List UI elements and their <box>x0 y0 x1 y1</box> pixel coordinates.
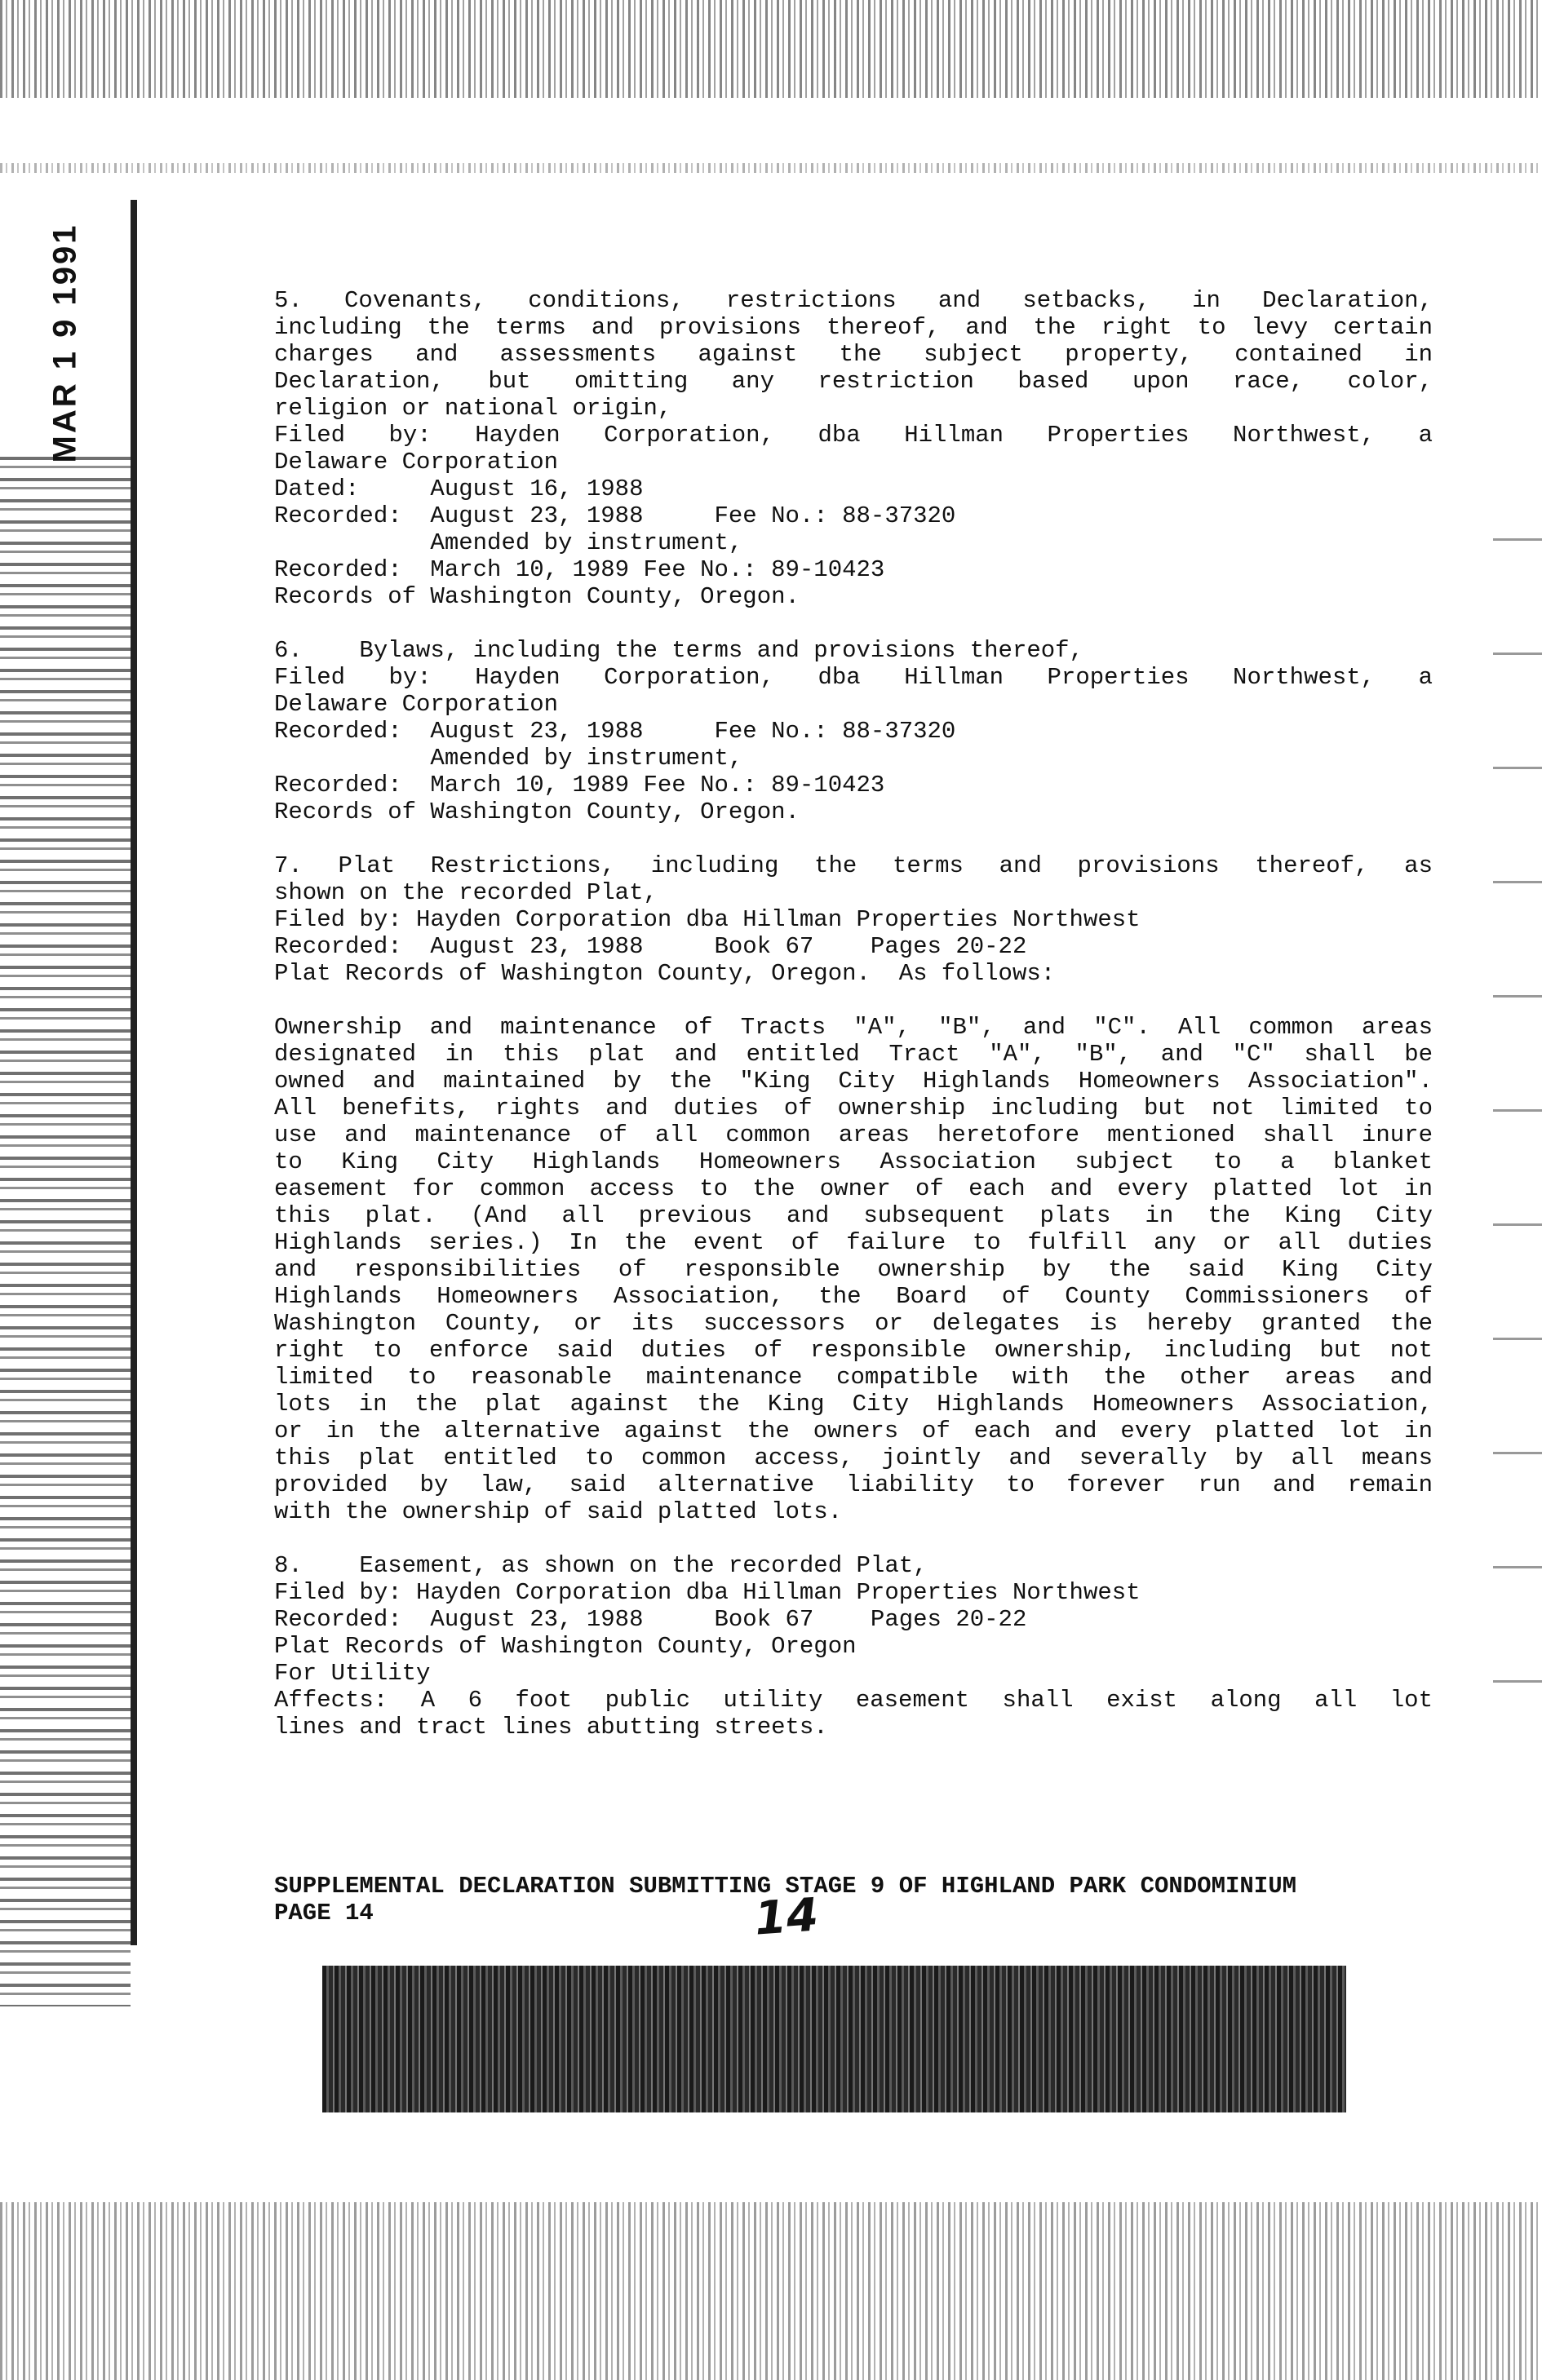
scan-noise-right <box>1493 473 1542 1778</box>
text-line: Recorded: August 23, 1988 Fee No.: 88-37320 <box>274 718 956 745</box>
scan-noise-bottom <box>0 2202 1542 2380</box>
text-line: provided by law, said alternative liability to forever run and remain <box>274 1471 1433 1498</box>
handwritten-page-number: 14 <box>752 1888 821 1946</box>
page-edge-rule <box>131 200 137 1945</box>
text-line: Filed by: Hayden Corporation dba Hillman Properties Northwest <box>274 1579 1141 1606</box>
document-body <box>274 287 1433 1767</box>
item-7-body <box>274 1014 1433 1525</box>
text-line: Recorded: August 23, 1988 Fee No.: 88-37320 <box>274 502 956 529</box>
text-line: 6. Bylaws, including the terms and provisions thereof, <box>274 637 1083 664</box>
text-line: Records of Washington County, Oregon. <box>274 798 800 825</box>
text-line: religion or national origin, <box>274 395 672 422</box>
item-5 <box>274 287 1433 610</box>
text-line: Filed by: Hayden Corporation dba Hillman Properties Northwest <box>274 906 1141 933</box>
text-line: use and maintenance of all common areas heretofore mentioned shall inure <box>274 1121 1433 1148</box>
text-line: Dated: August 16, 1988 <box>274 476 644 502</box>
text-line: Recorded: August 23, 1988 Book 67 Pages 20-22 <box>274 933 1027 960</box>
scan-noise-top-line <box>0 163 1542 173</box>
item-7 <box>274 852 1433 987</box>
text-line: 8. Easement, as shown on the recorded Plat, <box>274 1552 928 1579</box>
text-line: 7. Plat Restrictions, including the terms and provisions thereof, as <box>274 852 1433 879</box>
text-line: limited to reasonable maintenance compatible with the other areas and <box>274 1364 1433 1391</box>
text-line: Recorded: March 10, 1989 Fee No.: 89-10423 <box>274 772 885 798</box>
footer-page-number: PAGE 14 <box>274 1900 374 1927</box>
item-6 <box>274 637 1433 825</box>
text-line: Ownership and maintenance of Tracts "A", "B", and "C". All common areas <box>274 1014 1433 1041</box>
text-line: Highlands Homeowners Association, the Board of County Commissioners of <box>274 1283 1433 1310</box>
text-line: and responsibilities of responsible ownership by the said King City <box>274 1256 1433 1283</box>
item-8 <box>274 1552 1433 1741</box>
text-line: designated in this plat and entitled Tract "A", "B", and "C" shall be <box>274 1041 1433 1068</box>
text-line: with the ownership of said platted lots. <box>274 1498 843 1525</box>
text-line: or in the alternative against the owners of each and every platted lot in <box>274 1418 1433 1444</box>
text-line: easement for common access to the owner of each and every platted lot in <box>274 1175 1433 1202</box>
text-line: Affects: A 6 foot public utility easement shall exist along all lot <box>274 1687 1433 1714</box>
text-line: this plat. (And all previous and subsequent plats in the King City <box>274 1202 1433 1229</box>
text-line: For Utility <box>274 1660 431 1687</box>
text-line: Plat Records of Washington County, Oregon <box>274 1633 857 1660</box>
page-footer <box>274 1873 1433 1927</box>
text-line: lots in the plat against the King City Highlands Homeowners Association, <box>274 1391 1433 1418</box>
scan-noise-left <box>0 457 131 2006</box>
text-line: Delaware Corporation <box>274 449 559 476</box>
date-stamp <box>29 223 102 462</box>
text-line: Amended by instrument, <box>274 529 743 556</box>
text-line: Records of Washington County, Oregon. <box>274 583 800 610</box>
date-stamp-text: MAR 1 9 1991 <box>47 223 83 462</box>
scan-noise-top <box>0 0 1542 98</box>
text-line: All benefits, rights and duties of ownership including but not limited to <box>274 1095 1433 1121</box>
text-line: lines and tract lines abutting streets. <box>274 1714 828 1741</box>
text-line: Filed by: Hayden Corporation, dba Hillman Properties Northwest, a <box>274 664 1433 691</box>
text-line: 5. Covenants, conditions, restrictions and setbacks, in Declaration, <box>274 287 1433 314</box>
text-line: Amended by instrument, <box>274 745 743 772</box>
text-line: to King City Highlands Homeowners Association subject to a blanket <box>274 1148 1433 1175</box>
text-line: this plat entitled to common access, jointly and severally by all means <box>274 1444 1433 1471</box>
text-line: Declaration, but omitting any restriction based upon race, color, <box>274 368 1433 395</box>
text-line: Highlands series.) In the event of failure to fulfill any or all duties <box>274 1229 1433 1256</box>
scan-noise-bottom-block <box>322 1966 1346 2112</box>
footer-title: SUPPLEMENTAL DECLARATION SUBMITTING STAGE 9 OF HIGHLAND PARK CONDOMINIUM <box>274 1873 1297 1900</box>
text-line: shown on the recorded Plat, <box>274 879 658 906</box>
text-line: Plat Records of Washington County, Oregon. As follows: <box>274 960 1056 987</box>
text-line: Filed by: Hayden Corporation, dba Hillman Properties Northwest, a <box>274 422 1433 449</box>
text-line: Recorded: August 23, 1988 Book 67 Pages 20-22 <box>274 1606 1027 1633</box>
text-line: Recorded: March 10, 1989 Fee No.: 89-10423 <box>274 556 885 583</box>
text-line: Delaware Corporation <box>274 691 559 718</box>
text-line: right to enforce said duties of responsible ownership, including but not <box>274 1337 1433 1364</box>
text-line: charges and assessments against the subject property, contained in <box>274 341 1433 368</box>
text-line: Washington County, or its successors or delegates is hereby granted the <box>274 1310 1433 1337</box>
text-line: including the terms and provisions thereof, and the right to levy certain <box>274 314 1433 341</box>
text-line: owned and maintained by the "King City Highlands Homeowners Association". <box>274 1068 1433 1095</box>
